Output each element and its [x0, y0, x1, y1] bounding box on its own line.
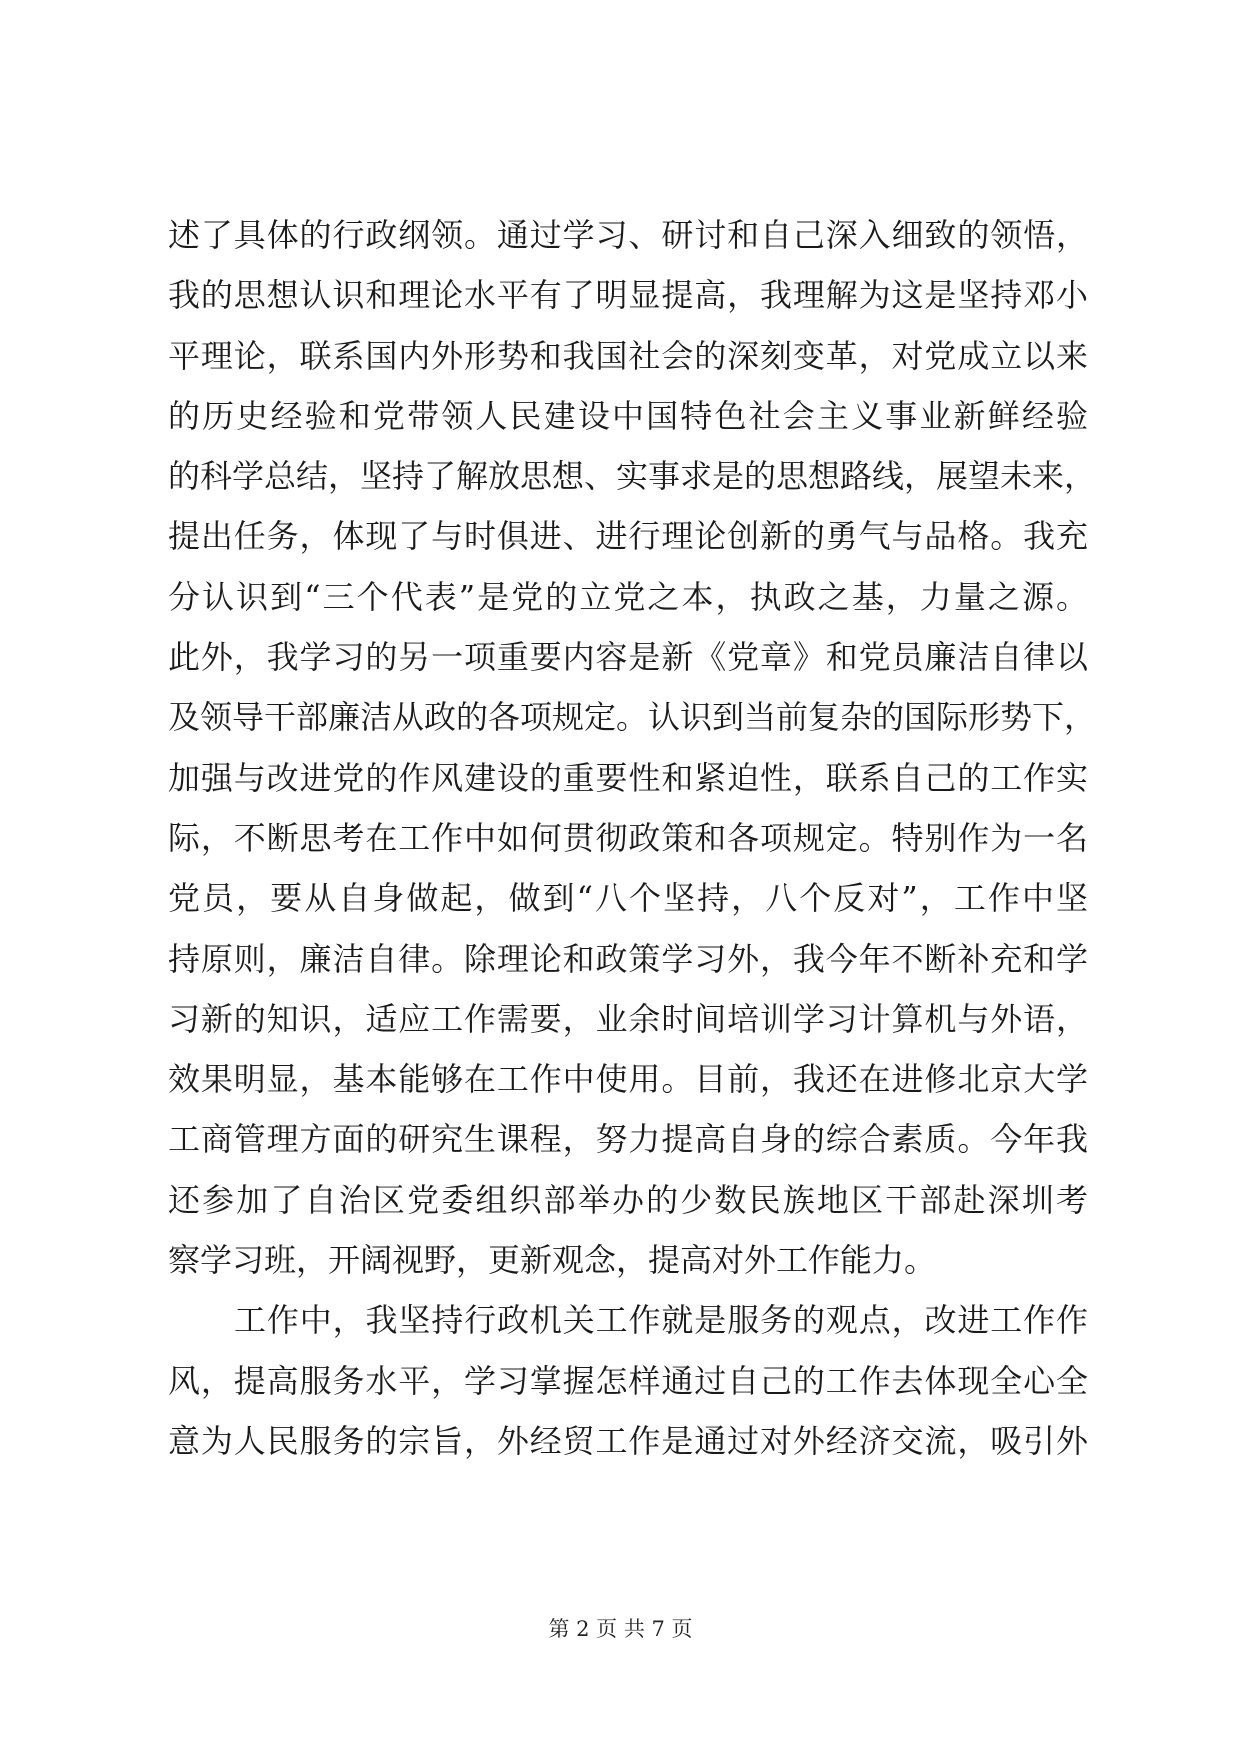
- text-line: 党员，要从自身做起，做到“八个坚持，八个反对”，工作中坚: [168, 879, 1088, 918]
- text-line: 提出任务，体现了与时俱进、进行理论创新的勇气与品格。我充: [168, 517, 1088, 556]
- text-line: 还参加了自治区党委组织部举办的少数民族地区干部赴深圳考: [168, 1180, 1088, 1219]
- text-line: 述了具体的行政纲领。通过学习、研讨和自己深入细致的领悟，: [168, 216, 1088, 254]
- text-line: 此外，我学习的另一项重要内容是新《党章》和党员廉洁自律以: [168, 638, 1088, 677]
- text-line: 意为人民服务的宗旨，外经贸工作是通过对外经济交流，吸引外: [168, 1421, 1088, 1460]
- text-line: 习新的知识，适应工作需要，业余时间培训学习计算机与外语，: [168, 999, 1088, 1038]
- text-line: 的科学总结，坚持了解放思想、实事求是的思想路线，展望未来，: [168, 457, 1097, 496]
- body-text: [168, 205, 1097, 1471]
- text-line: 分认识到“三个代表”是党的立党之本，执政之基，力量之源。: [168, 577, 1088, 616]
- text-line: 风，提高服务水平，学习掌握怎样通过自己的工作去体现全心全: [168, 1361, 1088, 1400]
- text-line: 及领导干部廉洁从政的各项规定。认识到当前复杂的国际形势下，: [168, 698, 1097, 737]
- text-line: 工商管理方面的研究生课程，努力提高自身的综合素质。今年我: [168, 1120, 1088, 1159]
- text-line: 平理论，联系国内外形势和我国社会的深刻变革，对党成立以来: [168, 336, 1088, 375]
- text-line: 效果明显，基本能够在工作中使用。目前，我还在进修北京大学: [168, 1060, 1088, 1099]
- page-number-footer: 第 2 页 共 7 页: [548, 1617, 693, 1641]
- text-line: 持原则，廉洁自律。除理论和政策学习外，我今年不断补充和学: [168, 939, 1088, 978]
- text-line: 我的思想认识和理论水平有了明显提高，我理解为这是坚持邓小: [168, 276, 1088, 315]
- text-line: 的历史经验和党带领人民建设中国特色社会主义事业新鲜经验: [168, 396, 1088, 435]
- text-line: 加强与改进党的作风建设的重要性和紧迫性，联系自己的工作实: [168, 758, 1088, 797]
- text-line-paragraph-start: 工作中，我坚持行政机关工作就是服务的观点，改进工作作: [234, 1301, 1088, 1340]
- text-line: 际，不断思考在工作中如何贯彻政策和各项规定。特别作为一名: [168, 818, 1088, 857]
- text-line-paragraph-end: 察学习班，开阔视野，更新观念，提高对外工作能力。: [168, 1241, 937, 1280]
